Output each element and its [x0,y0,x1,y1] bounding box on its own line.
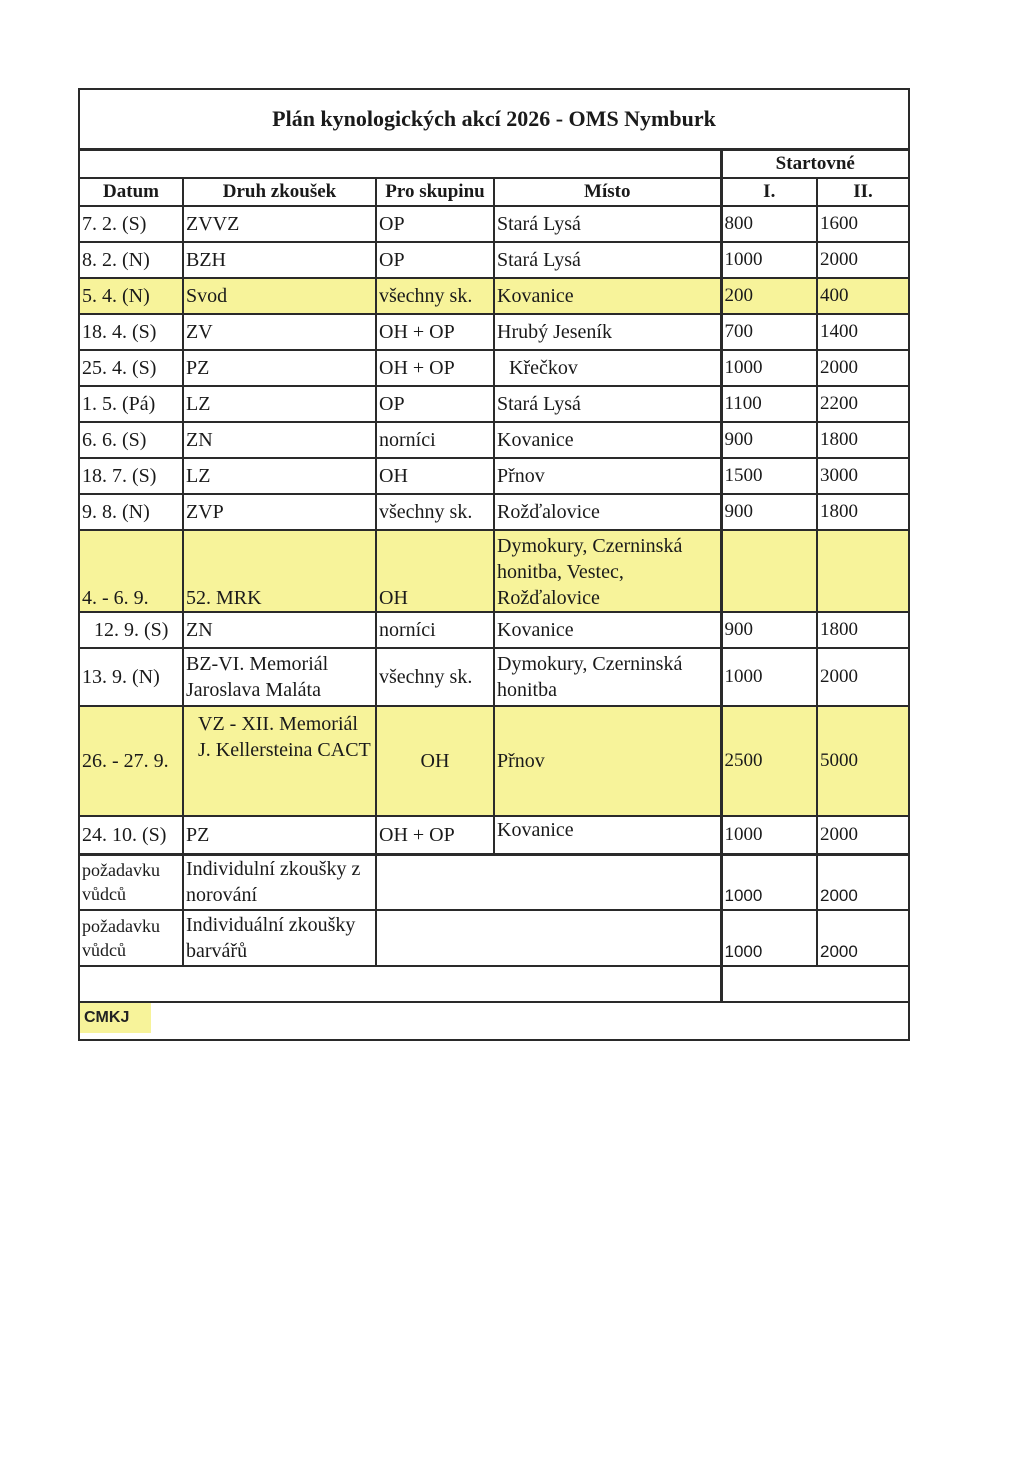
table-row-extra [79,910,909,966]
cell-skupina: všechny sk. [376,494,494,530]
cell-startovne-ii: 5000 [817,706,909,816]
cell-druh: BZ-VI. Memoriál Jaroslava Maláta [183,648,376,706]
cell-startovne-ii: 1600 [817,206,909,242]
cell-datum: 24. 10. (S) [79,816,183,854]
header-startovne-i: I. [721,178,817,206]
table-row [79,314,909,350]
cell-misto: Přnov [494,458,721,494]
cell-skupina: norníci [376,612,494,648]
table-row [79,422,909,458]
table-row [79,648,909,706]
cell-skupina: OP [376,206,494,242]
cell-skupina: OH + OP [376,350,494,386]
header-blank [79,150,721,179]
cell-startovne-ii: 2000 [817,816,909,854]
header-misto: Místo [494,178,721,206]
cell-datum: 1. 5. (Pá) [79,386,183,422]
cell-startovne-i: 1000 [721,242,817,278]
cell-startovne-i: 200 [721,278,817,314]
table-row [79,278,909,314]
cell-startovne-ii: 1800 [817,494,909,530]
cell-misto: Přnov [494,706,721,816]
cell-skupina: OP [376,386,494,422]
cell-startovne-ii: 1400 [817,314,909,350]
table-row [79,494,909,530]
cell-startovne-i: 900 [721,494,817,530]
cell-datum: 18. 4. (S) [79,314,183,350]
cell-datum: požadavku vůdců [79,854,183,910]
table-row [79,612,909,648]
cell-datum: 7. 2. (S) [79,206,183,242]
cell-druh: ZN [183,612,376,648]
table-row [79,530,909,612]
cell-druh: ZVP [183,494,376,530]
cell-startovne-i: 1000 [721,648,817,706]
cell-startovne-i: 700 [721,314,817,350]
cell-skupina: OH + OP [376,314,494,350]
cell-skupina: norníci [376,422,494,458]
cell-startovne-ii: 2200 [817,386,909,422]
cell-startovne-ii: 2000 [817,242,909,278]
table-row [79,706,909,816]
cell-druh: Individuální zkoušky barvářů [183,910,376,966]
cell-startovne-ii: 2000 [817,350,909,386]
cell-misto: Křečkov [494,350,721,386]
cell-misto: Stará Lysá [494,206,721,242]
cell-skupina: všechny sk. [376,648,494,706]
header-startovne: Startovné [721,150,909,179]
cell-datum: 18. 7. (S) [79,458,183,494]
document-sheet [78,88,908,1041]
cell-druh: PZ [183,350,376,386]
cell-blank [79,966,721,1002]
cell-druh: VZ - XII. Memoriál J. Kellersteina CACT [183,706,376,816]
cell-druh: LZ [183,458,376,494]
cell-datum: 13. 9. (N) [79,648,183,706]
cell-druh: 52. MRK [183,530,376,612]
cell-datum: 26. - 27. 9. [79,706,183,816]
cell-startovne-i: 2500 [721,706,817,816]
page-title: Plán kynologických akcí 2026 - OMS Nymburk [79,89,909,150]
cell-startovne-ii: 2000 [817,854,909,910]
footer-cell [79,1002,909,1040]
cell-startovne-i: 1000 [721,910,817,966]
cell-startovne-i: 800 [721,206,817,242]
cell-druh: ZV [183,314,376,350]
cell-startovne-ii [817,530,909,612]
cell-startovne-i: 1100 [721,386,817,422]
cell-misto: Kovanice [494,422,721,458]
cell-skupina: OH [376,530,494,612]
cell-misto: Rožďalovice [494,494,721,530]
cell-datum: 6. 6. (S) [79,422,183,458]
table-row [79,816,909,854]
cell-datum: 25. 4. (S) [79,350,183,386]
cell-datum: 12. 9. (S) [79,612,183,648]
cell-startovne-ii: 400 [817,278,909,314]
cell-skupina: OH [376,458,494,494]
cell-misto: Stará Lysá [494,386,721,422]
cell-startovne-ii: 2000 [817,648,909,706]
header-startovne-ii: II. [817,178,909,206]
cell-startovne-i: 1000 [721,350,817,386]
cell-datum: požadavku vůdců [79,910,183,966]
cell-datum: 4. - 6. 9. [79,530,183,612]
cell-skupina: všechny sk. [376,278,494,314]
header-druh: Druh zkoušek [183,178,376,206]
header-skupina: Pro skupinu [376,178,494,206]
cell-startovne-i: 1000 [721,854,817,910]
cell-startovne-i: 900 [721,422,817,458]
table-row [79,458,909,494]
cell-datum: 9. 8. (N) [79,494,183,530]
cell-skupina: OH + OP [376,816,494,854]
cell-druh: BZH [183,242,376,278]
cell-empty [376,910,721,966]
cell-datum: 5. 4. (N) [79,278,183,314]
cell-empty [376,854,721,910]
table-row [79,242,909,278]
table-row-extra [79,854,909,910]
cell-startovne-i: 1000 [721,816,817,854]
cell-startovne-ii: 2000 [817,910,909,966]
cell-datum: 8. 2. (N) [79,242,183,278]
cell-druh: PZ [183,816,376,854]
cell-misto: Stará Lysá [494,242,721,278]
cell-misto: Dymokury, Czerninská honitba [494,648,721,706]
cell-startovne-ii: 1800 [817,422,909,458]
cell-startovne-ii: 1800 [817,612,909,648]
cell-startovne-i: 1500 [721,458,817,494]
cell-skupina: OH [376,706,494,816]
cell-misto: Hrubý Jeseník [494,314,721,350]
cell-druh: Individulní zkoušky z norování [183,854,376,910]
cell-startovne-ii: 3000 [817,458,909,494]
footer-label: CMKJ [80,1003,151,1033]
cell-startovne-i: 900 [721,612,817,648]
cell-druh: ZN [183,422,376,458]
cell-startovne-i [721,530,817,612]
cell-blank [721,966,909,1002]
table-row [79,386,909,422]
table-row [79,350,909,386]
cell-misto: Kovanice [494,612,721,648]
cell-skupina: OP [376,242,494,278]
cell-druh: ZVVZ [183,206,376,242]
cell-misto: Dymokury, Czerninská honitba, Vestec, Rožďalovice [494,530,721,612]
cell-misto: Kovanice [494,278,721,314]
cell-druh: Svod [183,278,376,314]
events-table [78,88,910,1041]
cell-misto: Kovanice [494,816,721,854]
table-row [79,206,909,242]
footer-row [79,1002,909,1040]
header-datum: Datum [79,178,183,206]
table-row-blank [79,966,909,1002]
cell-druh: LZ [183,386,376,422]
